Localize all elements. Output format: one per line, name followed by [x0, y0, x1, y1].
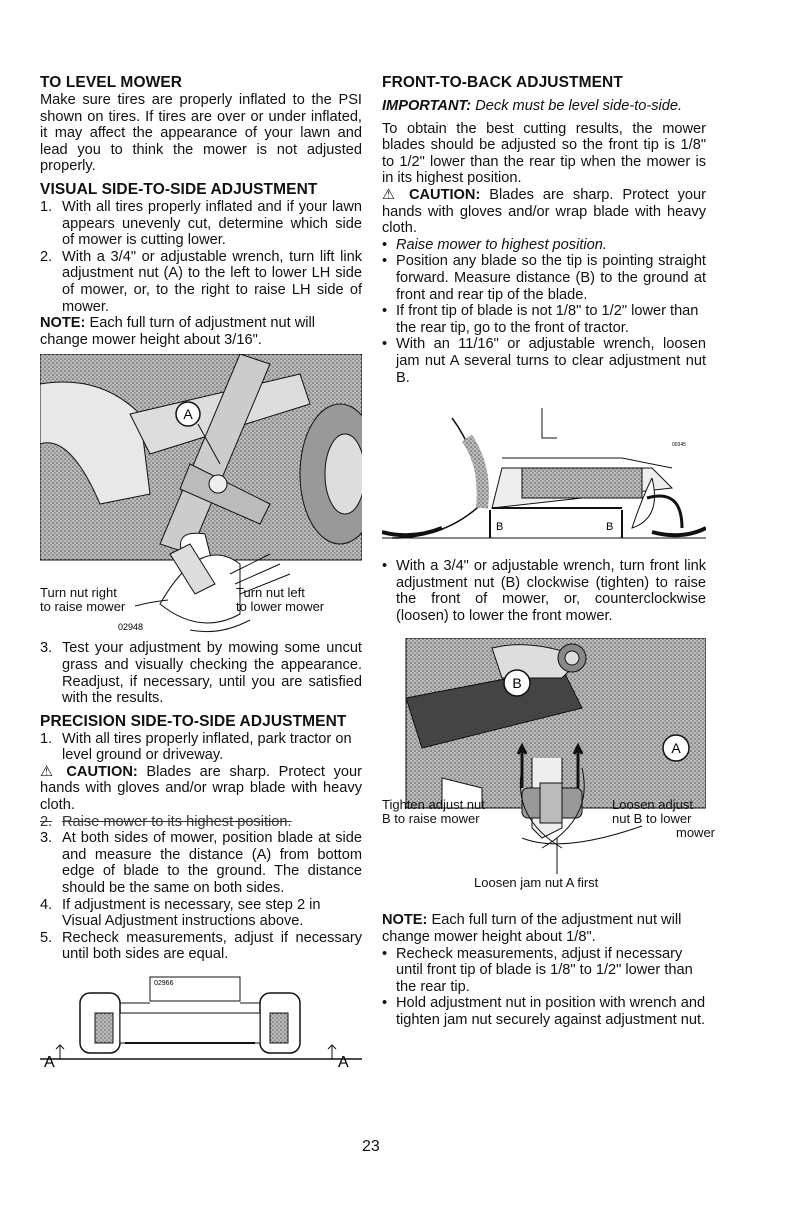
visual-heading: VISUAL SIDE-TO-SIDE ADJUSTMENT — [40, 180, 318, 198]
note — [40, 315, 362, 348]
callout-line: to lower mower — [236, 599, 325, 615]
figure-lift-link — [40, 354, 362, 636]
step-number: 3. — [40, 830, 53, 847]
step-text: With all tires properly inflated, park tractor on level ground or driveway. — [62, 730, 352, 764]
list-item — [40, 897, 362, 930]
note — [382, 912, 706, 945]
callout-jam-nut: Loosen jam nut A first — [474, 875, 599, 891]
callout-line: B to raise mower — [382, 811, 480, 827]
list-item — [382, 237, 706, 254]
list-item — [40, 640, 362, 706]
list-item — [40, 930, 362, 963]
visual-steps — [40, 199, 362, 315]
bullet-icon: • — [382, 336, 388, 353]
blade-measure-illustration — [382, 398, 706, 554]
list-item — [382, 253, 706, 303]
step-text: If adjustment is necessary, see step 2 in Visual Adjustment instructions above. — [62, 896, 321, 930]
step-text: With all tires properly inflated and if your lawn appears unevenly cut, determine which side of mower is cutting lower. — [62, 198, 362, 249]
important — [382, 98, 706, 115]
important-label: IMPORTANT: — [382, 98, 472, 114]
note-label: NOTE: — [40, 315, 86, 332]
bullet-text: With a 3/4" or adjustable wrench, turn front link adjustment nut (B) clockwise (tighten) to raise the front of mower, or, counterclockwise (loosen) to lower the front mower. — [396, 558, 706, 624]
figure-front-link — [382, 638, 716, 894]
label-b: B — [512, 675, 522, 692]
step-number: 1. — [40, 730, 53, 747]
list-item — [382, 995, 706, 1028]
callout-line: Tighten adjust nut — [382, 797, 485, 813]
figure-code: 02966 — [154, 980, 174, 987]
step-number: 2. — [40, 248, 53, 265]
bullet-text: Recheck measurements, adjust if necessary until front tip of blade is 1/8" to 1/2" lower than the rear tip. — [396, 945, 693, 995]
label-a: A — [671, 740, 681, 757]
list-item — [382, 946, 706, 996]
bullet-text: Hold adjustment nut in position with wrench and tighten jam nut securely against adjustment nut. — [396, 995, 706, 1029]
note-text: Each full turn of the adjustment nut will change mower height about 1/8". — [382, 912, 682, 946]
precision-heading: PRECISION SIDE-TO-SIDE ADJUSTMENT — [40, 712, 347, 730]
bullet-icon: • — [382, 558, 388, 575]
list-item — [40, 249, 362, 315]
bullet-text: Position any blade so the tip is pointing straight forward. Measure distance (B) to the ground at front and rear tip of the blade. — [396, 253, 706, 303]
precision-step1 — [40, 731, 362, 764]
list-item — [382, 336, 706, 386]
step-number: 2. — [40, 813, 53, 830]
caution-text: Blades are sharp. Protect your hands with gloves and/or wrap blade with heavy cloth. — [40, 763, 362, 814]
important-text: Deck must be level side-to-side. — [475, 98, 683, 114]
front-back-bullets — [382, 237, 706, 386]
right-column — [382, 74, 716, 1029]
label-a: A — [183, 406, 193, 423]
bullet-icon: • — [382, 995, 388, 1012]
bullet-icon: • — [382, 303, 388, 320]
list-item — [40, 731, 362, 764]
callout-line: Turn nut left — [236, 585, 305, 601]
figure-blade-measure — [382, 398, 706, 554]
callout-loosen — [612, 798, 715, 840]
left-column — [40, 74, 362, 1073]
step-number: 4. — [40, 896, 53, 913]
step-text: Test your adjustment by mowing some uncut grass and visually checking the appearance. Readjust, if necessary, until you are satisfied with the results. — [62, 640, 362, 707]
step-text: At both sides of mower, position blade at side and measure the distance (A) from bottom edge of blade to the ground. The distance should be the same on both sides. — [62, 830, 362, 897]
deck-side-illustration — [40, 973, 362, 1069]
caution-label: CAUTION: — [66, 763, 138, 780]
callout-line: to raise mower — [40, 599, 126, 615]
final-bullets — [382, 946, 706, 1029]
list-item — [382, 558, 706, 624]
step-number: 1. — [40, 198, 53, 215]
list-item — [40, 199, 362, 249]
callout-turn-left — [236, 586, 324, 614]
step-text: Recheck measurements, adjust if necessary until both sides are equal. — [62, 929, 362, 963]
bullet-icon: • — [382, 236, 388, 253]
figure-code: 00345 — [672, 442, 686, 449]
bullet-text: If front tip of blade is not 1/8" to 1/2" lower than the rear tip, go to the front of tractor. — [396, 303, 699, 336]
note-text: Each full turn of adjustment nut will change mower height about 3/16". — [40, 315, 315, 348]
visual-step3 — [40, 640, 362, 706]
bullet-text: Raise mower to highest position. — [396, 236, 607, 253]
step-text: Raise mower to its highest position. — [62, 813, 292, 830]
callout-tighten — [382, 798, 485, 826]
front-back-heading: FRONT-TO-BACK ADJUSTMENT — [382, 74, 623, 91]
level-text: Make sure tires are properly inflated to the PSI shown on tires. If tires are over or under inflated, it may affect the appearance of your lawn and lead you to think the mower is not adjusted properly. — [40, 92, 362, 175]
label-a-right: A — [338, 1054, 349, 1069]
warning-icon: ⚠ — [382, 186, 400, 203]
note-label: NOTE: — [382, 912, 428, 929]
caution — [40, 764, 362, 814]
precision-steps — [40, 814, 362, 963]
figure-code: 02948 — [118, 622, 144, 633]
caution-text: Blades are sharp. Protect your hands with gloves and/or wrap blade with heavy cloth. — [382, 186, 707, 237]
callout-line: Turn nut right — [40, 585, 117, 601]
list-item — [40, 830, 362, 896]
page-number: 23 — [362, 1138, 380, 1155]
step-text: With a 3/4" or adjustable wrench, turn lift link adjustment nut (A) to the left to lower LH side of mower, or, to the right to raise LH side of mower. — [62, 248, 362, 315]
caution — [382, 187, 706, 237]
callout-line: Loosen adjust — [612, 797, 693, 813]
front-back-intro: To obtain the best cutting results, the mower blades should be adjusted so the front tip is 1/8" to 1/2" lower than the rear tip when the mower is in its highest position. — [382, 120, 706, 187]
front-link-illustration — [382, 638, 706, 894]
list-item — [382, 303, 706, 336]
level-heading: TO LEVEL MOWER — [40, 74, 183, 91]
step-number: 3. — [40, 640, 53, 657]
bullet-text: With an 11/16" or adjustable wrench, loosen jam nut A several turns to clear adjustment nut B. — [396, 336, 706, 386]
caution-label: CAUTION: — [408, 186, 481, 203]
label-a-left: A — [44, 1054, 55, 1069]
label-b-rear: B — [606, 521, 614, 534]
list-item — [40, 814, 362, 831]
label-b-front: B — [496, 521, 504, 534]
figure-side-measure — [40, 973, 362, 1069]
callout-line: mower — [676, 825, 716, 841]
bullet-icon: • — [382, 945, 388, 962]
warning-icon: ⚠ — [40, 763, 58, 780]
fig3-bullet — [382, 558, 706, 624]
step-number: 5. — [40, 929, 53, 946]
bullet-icon: • — [382, 253, 388, 270]
callout-turn-right — [40, 586, 125, 614]
callout-line: nut B to lower — [612, 811, 692, 827]
